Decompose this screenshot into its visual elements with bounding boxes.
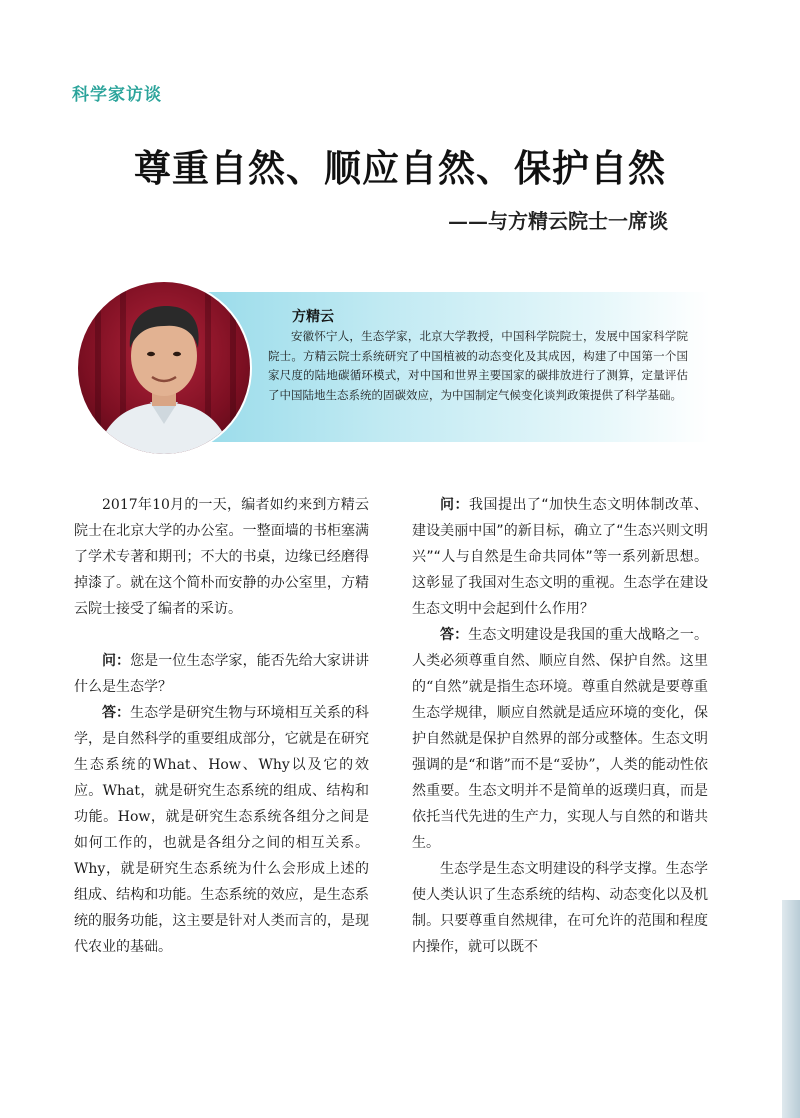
question-lead: 问： — [440, 497, 469, 513]
right-column — [412, 492, 708, 960]
article-title: 尊重自然、顺应自然、保护自然 — [134, 146, 666, 190]
answer-1 — [74, 700, 369, 960]
profile-name: 方精云 — [292, 309, 334, 325]
section-tag: 科学家访谈 — [72, 85, 162, 105]
question-lead: 问： — [102, 653, 131, 669]
answer-2-text: 生态文明建设是我国的重大战略之一。人类必须尊重自然、顺应自然、保护自然。这里的“自然”就是指生态环境。尊重自然就是要尊重生态学规律，顺应自然就是适应环境的变化，保护自然就是保护自然界的部分或整体。生态文明强调的是“和谐”而不是“妥协”，人类的能动性依然重要。生态文明并不是简单的返璞归真，而是依托当代先进的生产力，实现人与自然的和谐共生。 — [412, 627, 709, 851]
question-1-text: 您是一位生态学家，能否先给大家讲讲什么是生态学？ — [74, 653, 370, 695]
answer-2 — [412, 622, 708, 856]
question-1 — [74, 648, 369, 700]
question-2 — [412, 492, 708, 622]
left-column — [74, 492, 369, 960]
portrait-photo — [78, 282, 250, 454]
intro-paragraph: 2017年10月的一天，编者如约来到方精云院士在北京大学的办公室。一整面墙的书柜塞满了学术专著和期刊；不大的书桌，边缘已经磨得掉漆了。就在这个简朴而安静的办公室里，方精云院士接受了编者的采访。 — [74, 497, 369, 617]
answer-1-text: 生态学是研究生物与环境相互关系的科学，是自然科学的重要组成部分，它就是在研究生态系统的What、How、Why以及它的效应。What，就是研究生态系统的组成、结构和功能。How，就是研究生态系统各组分之间是如何工作的，也就是各组分之间的相互关系。Why，就是研究生态系统为什么会形成上述的组成、结构和功能。生态系统的效应，是生态系统的服务功能，这主要是针对人类而言的，是现代农业的基础。 — [74, 705, 370, 955]
person-icon — [78, 282, 250, 454]
answer-lead: 答： — [102, 705, 131, 721]
profile-bio: 安徽怀宁人，生态学家，北京大学教授，中国科学院院士，发展中国家科学院院士。方精云院士系统研究了中国植被的动态变化及其成因，构建了中国第一个国家尺度的陆地碳循环模式，对中国和世界主要国家的碳排放进行了测算，定量评估了中国陆地生态系统的固碳效应，为中国制定气候变化谈判政策提供了科学基础。 — [268, 329, 688, 402]
answer-2-continued: 生态学是生态文明建设的科学支撑。生态学使人类认识了生态系统的结构、动态变化以及机制。只要尊重自然规律，在可允许的范围和程度内操作，就可以既不 — [412, 861, 708, 955]
page-edge-decoration — [782, 900, 800, 1118]
answer-lead: 答： — [440, 627, 469, 643]
question-2-text: 我国提出了“加快生态文明体制改革、建设美丽中国”的新目标，确立了“生态兴则文明兴”“人与自然是生命共同体”等一系列新思想。这彰显了我国对生态文明的重视。生态学在建设生态文明中会起到什么作用？ — [412, 497, 709, 617]
article-subtitle: ——与方精云院士一席谈 — [448, 209, 668, 233]
